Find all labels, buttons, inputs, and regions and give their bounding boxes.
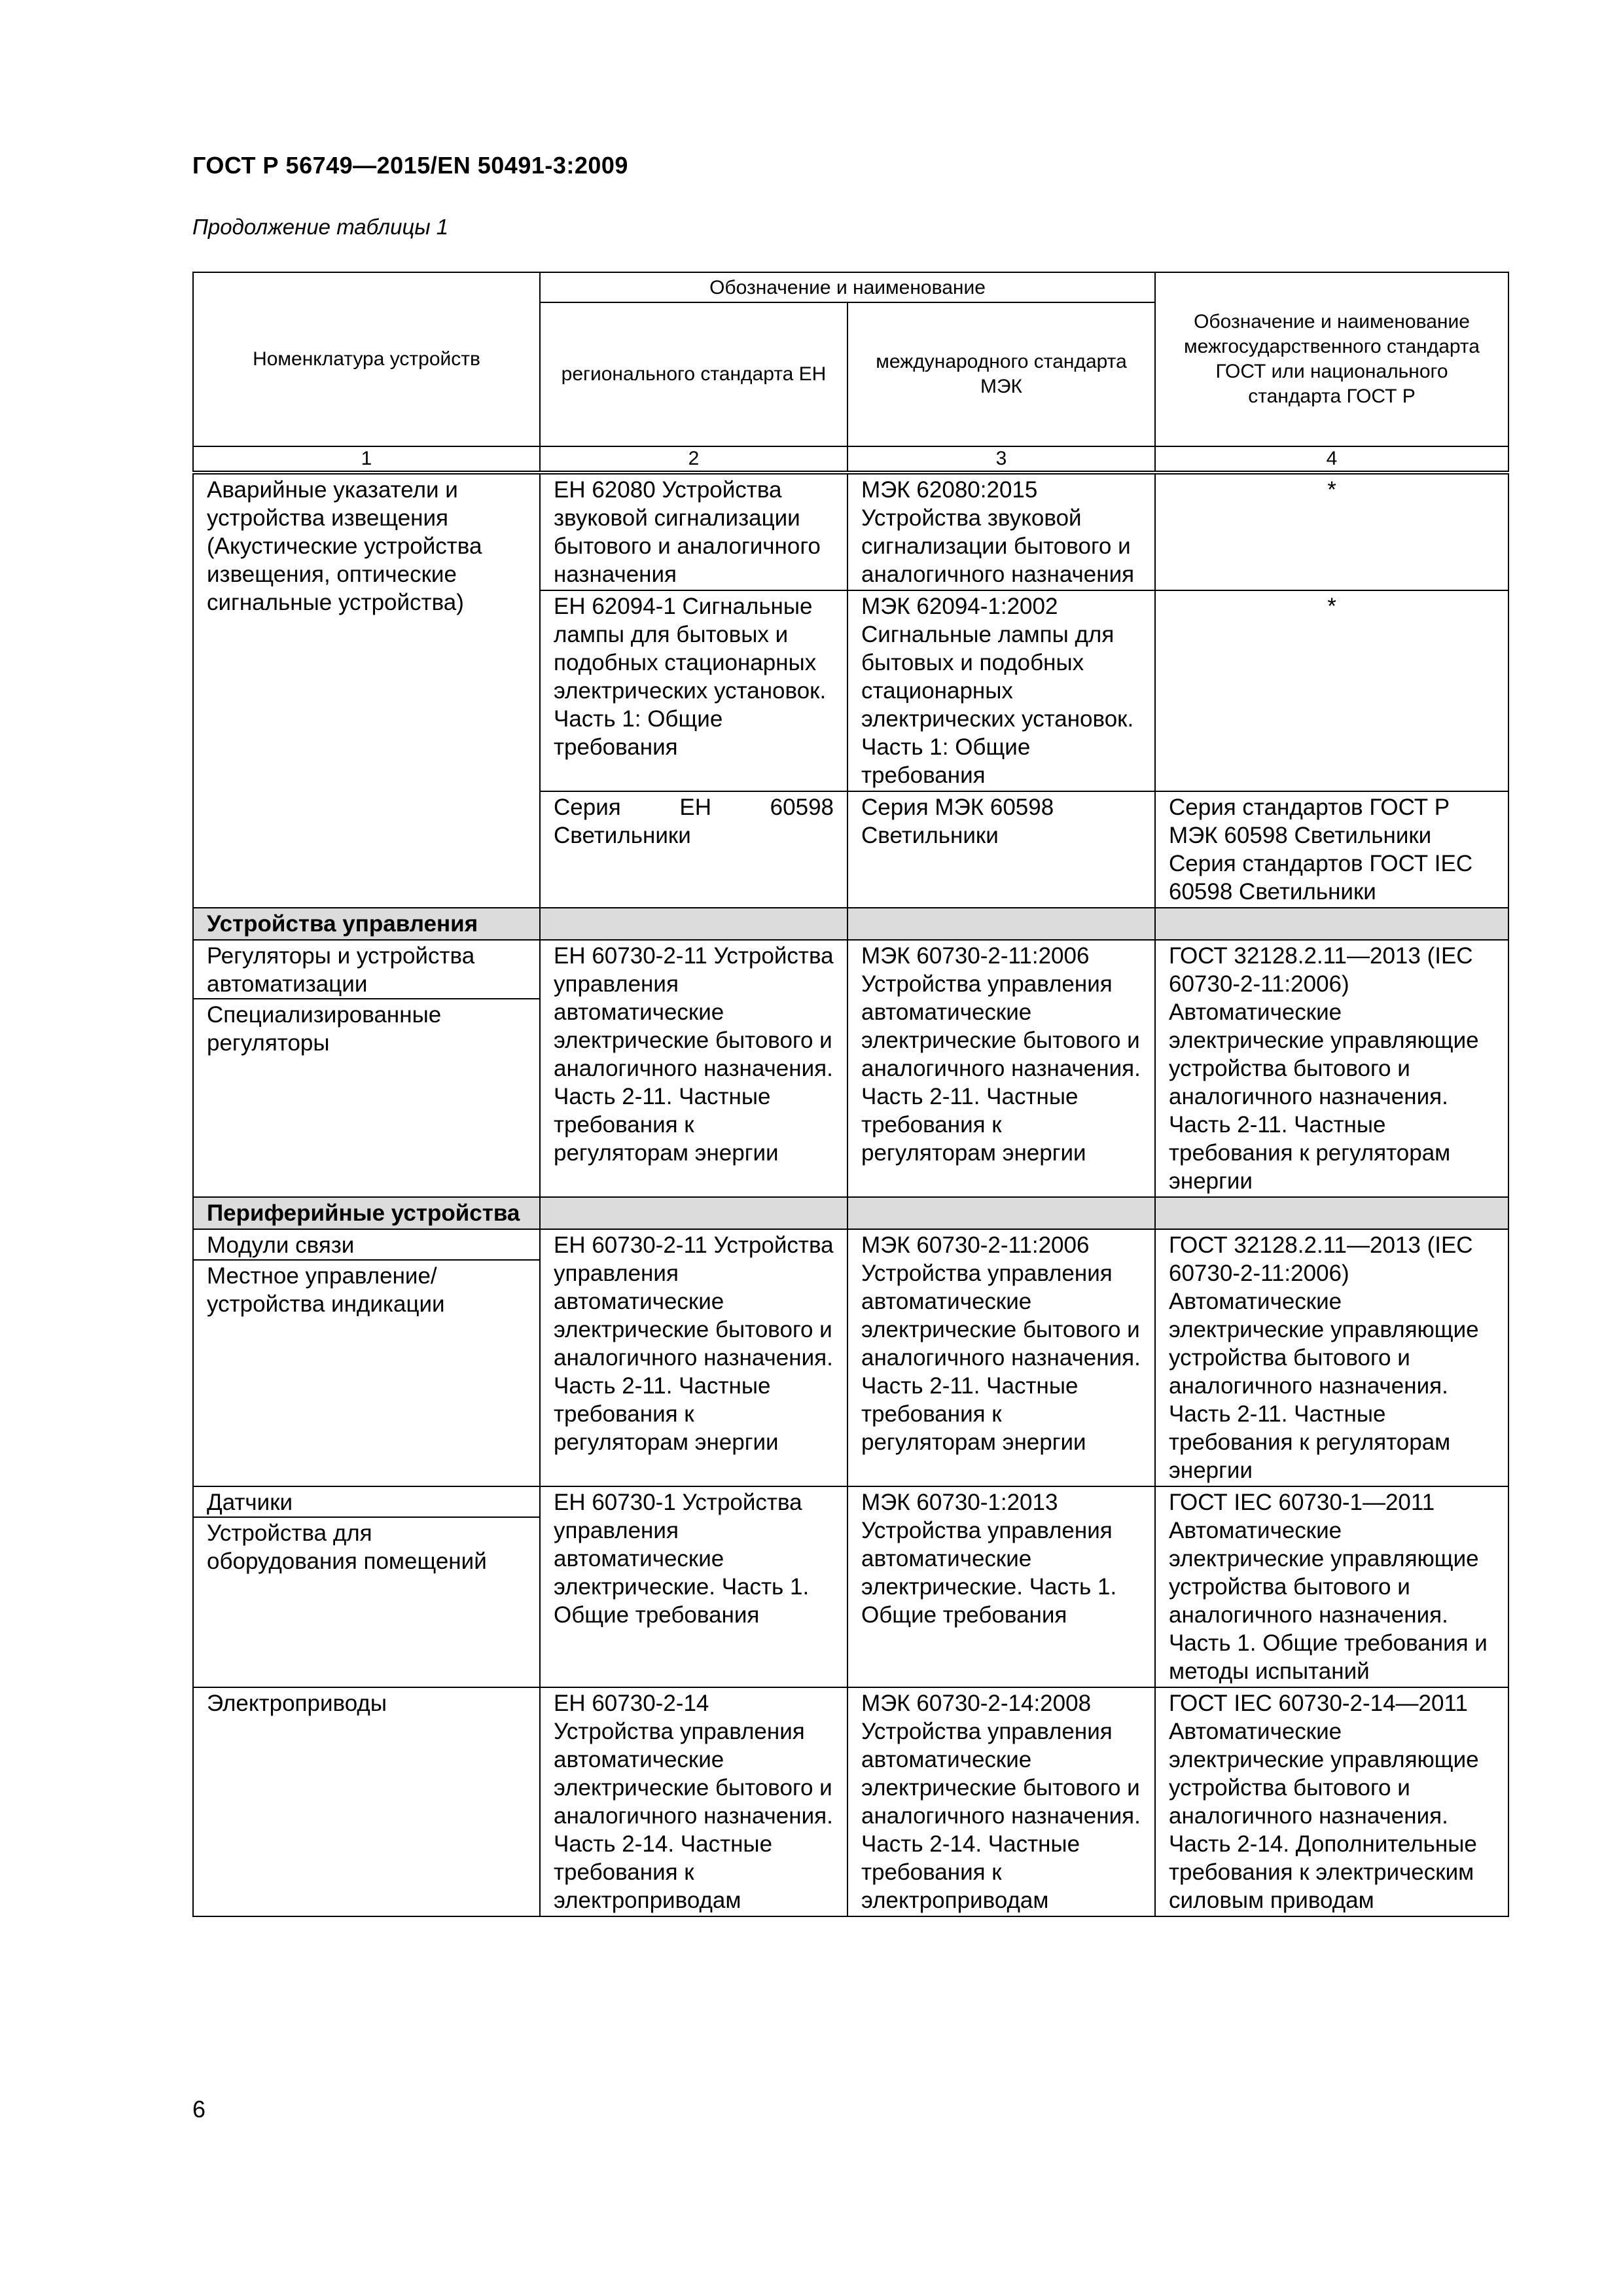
section-row [193, 1197, 1508, 1229]
table-row [193, 1486, 1508, 1687]
section-row [193, 908, 1508, 940]
iec-standard-cell: МЭК 60730-2-11:2006 Устройства управления автоматические электрические бытового и аналогичного назначения. Часть 2-11. Частные требования к регуляторам энергии [847, 1229, 1155, 1486]
en-standard-cell: Серия ЕН 60598 Светильники [540, 791, 847, 908]
nomenclature-cell [193, 1229, 540, 1486]
header-gost: Обозначение и наименование межгосударственного стандарта ГОСТ или национального стандарта ГОСТ Р [1155, 272, 1508, 446]
en-standard-cell: ЕН 60730-2-11 Устройства управления автоматические электрические бытового и аналогичного назначения. Часть 2-11. Частные требования к регуляторам энергии [540, 1229, 847, 1486]
section-title-control: Устройства управления [193, 908, 540, 940]
header-designation-group: Обозначение и наименование [540, 272, 1155, 302]
table-row [193, 940, 1508, 1197]
nomenclature-cell [193, 940, 540, 1197]
gost-standard-cell: ГОСТ IEC 60730-2-14—2011 Автоматические электрические управляющие устройства бытового и аналогичного назначения. Часть 2-14. Дополнительные требования к электрическим силовым приводам [1155, 1687, 1508, 1916]
gost-standard-cell: * [1155, 473, 1508, 590]
standards-table [192, 272, 1509, 1917]
nomenclature-item: Специализированные регуляторы [194, 998, 539, 1057]
gost-standard-cell: * [1155, 590, 1508, 791]
en-standard-cell: ЕН 62094-1 Сигнальные лампы для бытовых и подобных стационарных электрических установок. Часть 1: Общие требования [540, 590, 847, 791]
header-regional-standard: регионального стандарта ЕН [540, 302, 847, 446]
header-international-standard: международного стандарта МЭК [847, 302, 1155, 446]
table-row [193, 1229, 1508, 1486]
iec-standard-cell: МЭК 62094-1:2002 Сигнальные лампы для бытовых и подобных стационарных электрических установок. Часть 1: Общие требования [847, 590, 1155, 791]
iec-standard-cell: МЭК 60730-2-14:2008 Устройства управления автоматические электрические бытового и аналогичного назначения. Часть 2-14. Частные требования к электроприводам [847, 1687, 1155, 1916]
column-number: 1 [193, 446, 540, 473]
nomenclature-cell: Электроприводы [193, 1687, 540, 1916]
gost-standard-cell: ГОСТ 32128.2.11—2013 (IEC 60730-2-11:2006) Автоматические электрические управляющие устройства бытового и аналогичного назначения. Часть 2-11. Частные требования к регуляторам энергии [1155, 940, 1508, 1197]
section-title-peripheral: Периферийные устройства [193, 1197, 540, 1229]
en-standard-cell: ЕН 60730-2-14 Устройства управления автоматические электрические бытового и аналогичного назначения. Часть 2-14. Частные требования к электроприводам [540, 1687, 847, 1916]
nomenclature-item: Устройства для оборудования помещений [194, 1516, 539, 1575]
nomenclature-cell [193, 1486, 540, 1687]
iec-standard-cell: МЭК 62080:2015 Устройства звуковой сигнализации бытового и аналогичного назначения [847, 473, 1155, 590]
table-row [193, 1687, 1508, 1916]
column-numbers-row [193, 446, 1508, 473]
gost-standard-cell: ГОСТ 32128.2.11—2013 (IEC 60730-2-11:2006) Автоматические электрические управляющие устройства бытового и аналогичного назначения. Часть 2-11. Частные требования к регуляторам энергии [1155, 1229, 1508, 1486]
document-title: ГОСТ Р 56749—2015/EN 50491-3:2009 [192, 152, 628, 179]
gost-standard-cell: ГОСТ IEC 60730-1—2011 Автоматические электрические управляющие устройства бытового и аналогичного назначения. Часть 1. Общие требования и методы испытаний [1155, 1486, 1508, 1687]
header-nomenclature: Номенклатура устройств [193, 272, 540, 446]
iec-standard-cell: МЭК 60730-2-11:2006 Устройства управления автоматические электрические бытового и аналогичного назначения. Часть 2-11. Частные требования к регуляторам энергии [847, 940, 1155, 1197]
nomenclature-item: Модули связи [207, 1232, 355, 1258]
en-standard-cell: ЕН 62080 Устройства звуковой сигнализации бытового и аналогичного назначения [540, 473, 847, 590]
column-number: 4 [1155, 446, 1508, 473]
nomenclature-item: Регуляторы и устройства автоматизации [207, 943, 475, 997]
nomenclature-item: Датчики [207, 1490, 293, 1515]
nomenclature-item: Местное управление/ устройства индикации [194, 1259, 539, 1318]
column-number: 2 [540, 446, 847, 473]
en-standard-cell: ЕН 60730-2-11 Устройства управления автоматические электрические бытового и аналогичного назначения. Часть 2-11. Частные требования к регуляторам энергии [540, 940, 847, 1197]
column-number: 3 [847, 446, 1155, 473]
gost-standard-cell: Серия стандартов ГОСТ Р МЭК 60598 Светильники Серия стандартов ГОСТ IEC 60598 Светильники [1155, 791, 1508, 908]
table-caption: Продолжение таблицы 1 [192, 215, 449, 239]
page-number: 6 [192, 2096, 206, 2123]
iec-standard-cell: МЭК 60730-1:2013 Устройства управления автоматические электрические. Часть 1. Общие требования [847, 1486, 1155, 1687]
table-row [193, 473, 1508, 590]
nomenclature-cell: Аварийные указатели и устройства извещения (Акустические устройства извещения, оптические сигнальные устройства) [193, 473, 540, 908]
iec-standard-cell: Серия МЭК 60598 Светильники [847, 791, 1155, 908]
en-standard-cell: ЕН 60730-1 Устройства управления автоматические электрические. Часть 1. Общие требования [540, 1486, 847, 1687]
